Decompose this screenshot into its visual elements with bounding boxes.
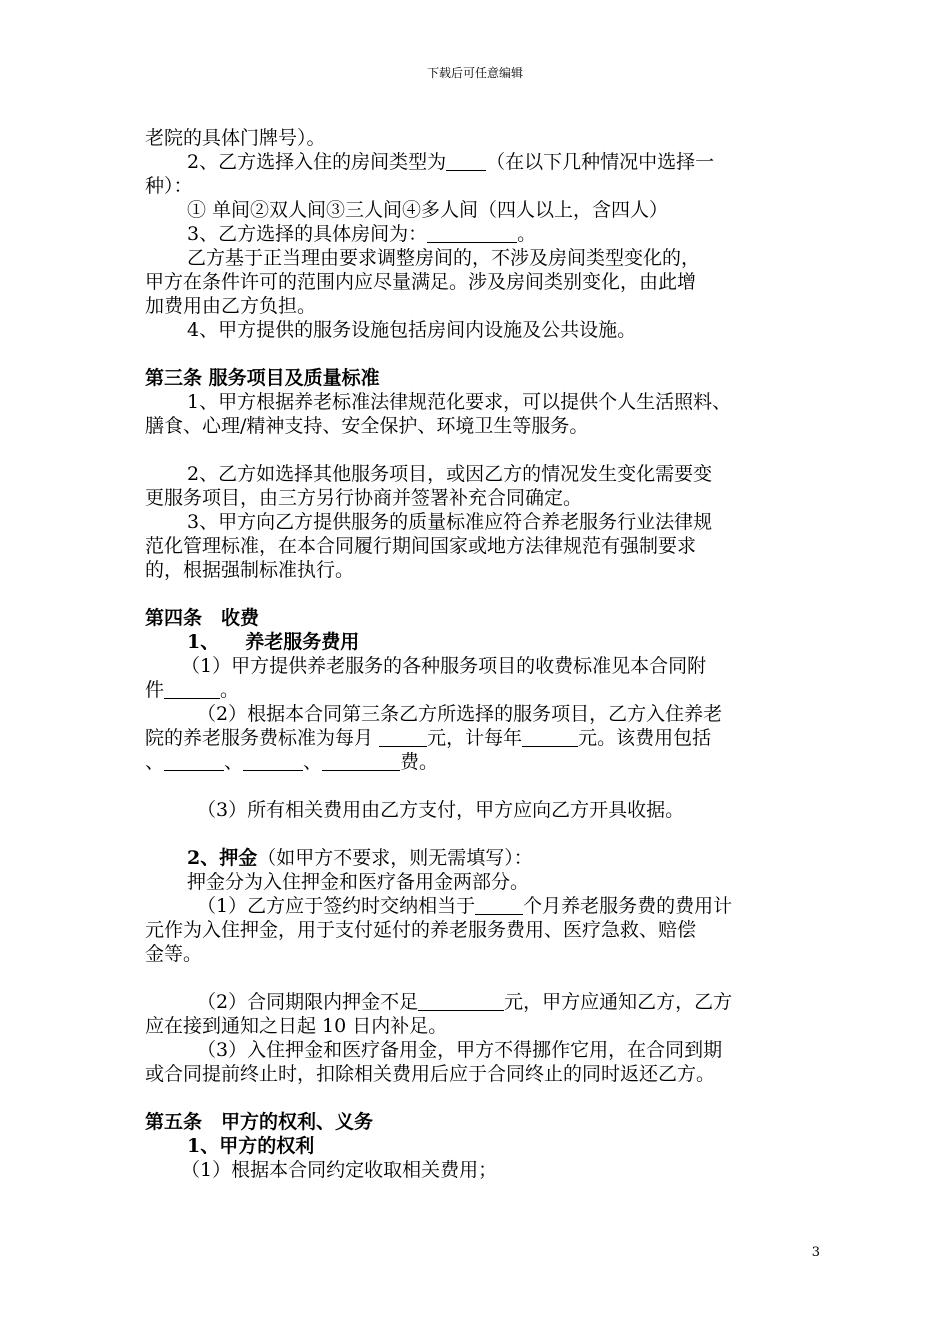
text-line: 件 。	[145, 679, 240, 701]
text-line: 老院的具体门牌号）。	[145, 127, 326, 149]
blank-field	[322, 752, 400, 771]
section-heading-3: 第三条 服务项目及质量标准	[145, 367, 380, 389]
blank-field	[522, 728, 578, 747]
text-line: 加费用由乙方负担。	[145, 295, 317, 317]
text-line: 2、乙方如选择其他服务项目，或因乙方的情况发生变化需要变	[187, 463, 713, 485]
text-line: 更服务项目，由三方另行协商并签署补充合同确定。	[145, 487, 583, 509]
text-line: 3、甲方向乙方提供服务的质量标准应符合养老服务行业法律规	[187, 511, 713, 533]
section-heading-5: 第五条 甲方的权利、义务	[145, 1111, 374, 1133]
text-line: 种）：	[145, 175, 193, 197]
page-number: 3	[811, 1245, 820, 1260]
blank-field	[427, 224, 517, 243]
blank-field	[446, 152, 486, 171]
blank-field	[164, 752, 224, 771]
text-line: 或合同提前终止时，扣除相关费用后应于合同终止的同时返还乙方。	[145, 1063, 716, 1085]
text-line: 甲方在条件许可的范围内应尽量满足。涉及房间类别变化，由此增	[145, 271, 697, 293]
text-line: （2）合同期限内押金不足 元，甲方应通知乙方，乙方	[197, 991, 733, 1013]
text-line: （1）乙方应于签约时交纳相当于 个月养老服务费的费用计	[197, 895, 733, 917]
blank-field	[475, 896, 523, 915]
text-line: 乙方基于正当理由要求调整房间的，不涉及房间类型变化的，	[187, 247, 701, 269]
text-line: （2）根据本合同第三条乙方所选择的服务项目，乙方入住养老	[197, 703, 723, 725]
subheading: 1、甲方的权利	[187, 1135, 315, 1157]
text-line: 、 、 、 费。	[145, 751, 439, 773]
subheading: 1、 养老服务费用	[187, 631, 360, 653]
text-line: （3）所有相关费用由乙方支付，甲方应向乙方开具收据。	[197, 799, 685, 821]
text-line: 1、甲方根据养老标准法律规范化要求，可以提供个人生活照料、	[187, 391, 732, 413]
blank-field	[164, 680, 220, 699]
text-line: （1）根据本合同约定收取相关费用；	[181, 1159, 498, 1181]
text-line: 3、乙方选择的具体房间为： 。	[187, 223, 537, 245]
document-body	[145, 126, 835, 1182]
text-line: 应在接到通知之日起 10 日内补足。	[145, 1015, 448, 1037]
text-line: 范化管理标准，在本合同履行期间国家或地方法律规范有强制要求	[145, 535, 697, 557]
text-line: 膳食、心理/精神支持、安全保护、环境卫生等服务。	[145, 415, 589, 437]
text-line: 元作为入住押金，用于支付延付的养老服务费用、医疗急救、赔偿	[145, 919, 697, 941]
blank-field	[379, 728, 427, 747]
blank-field	[418, 992, 504, 1011]
text-line: 院的养老服务费标准为每月 元，计每年 元。该费用包括	[145, 727, 712, 749]
text-line: （1）甲方提供养老服务的各种服务项目的收费标准见本合同附	[181, 655, 707, 677]
section-heading-4: 第四条 收费	[145, 607, 260, 629]
text-line: 2、乙方选择入住的房间类型为 （在以下几种情况中选择一	[187, 151, 715, 173]
text-line: （3）入住押金和医疗备用金，甲方不得挪作它用，在合同到期	[197, 1039, 723, 1061]
text-line: 的，根据强制标准执行。	[145, 559, 355, 581]
text-line: ① 单间②双人间③三人间④多人间（四人以上，含四人）	[187, 199, 669, 221]
blank-field	[243, 752, 303, 771]
text-line: 押金分为入住押金和医疗备用金两部分。	[187, 871, 530, 893]
text-line: 2、押金（如甲方不要求，则无需填写）：	[187, 847, 533, 869]
text-line: 4、甲方提供的服务设施包括房间内设施及公共设施。	[187, 319, 637, 341]
page-header: 下载后可任意编辑	[426, 66, 523, 80]
text-line: 金等。	[145, 943, 203, 965]
